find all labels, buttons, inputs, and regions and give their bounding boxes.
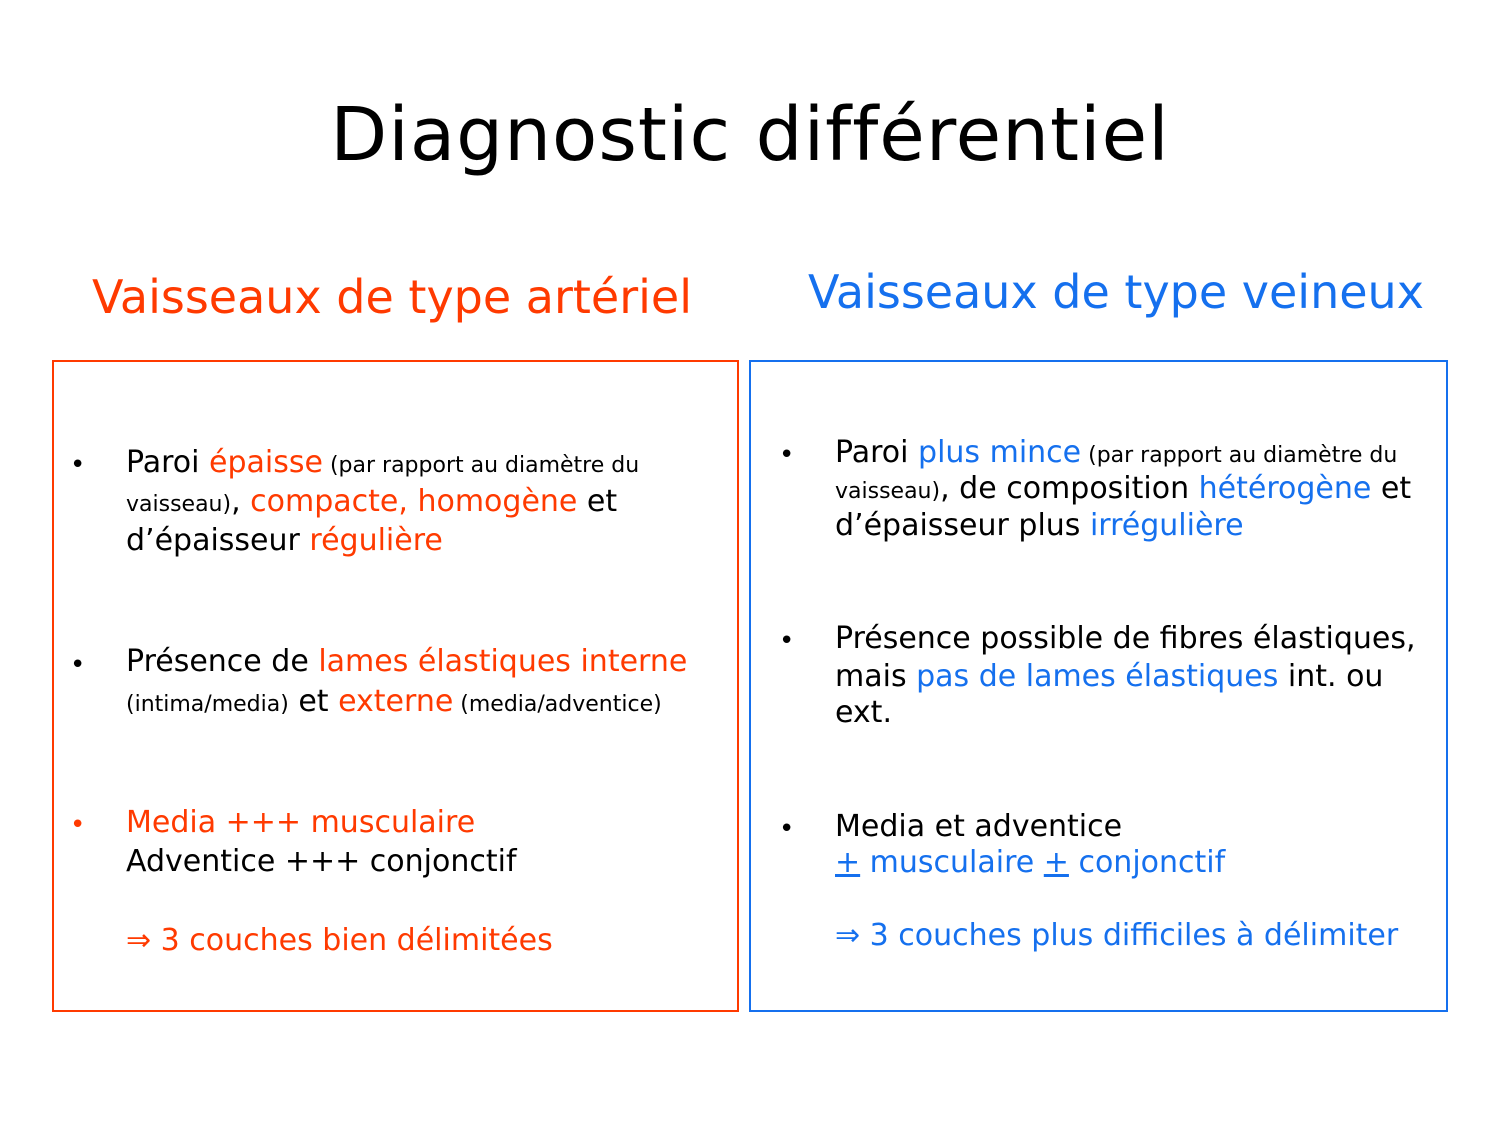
bullet: • xyxy=(70,650,86,680)
arterial-box xyxy=(52,360,739,1012)
venous-item-1-line-1: Paroi plus mince (par rapport au diamètre du xyxy=(835,435,1398,470)
arterial-item-3-line-1: Media +++ musculaire xyxy=(126,805,476,840)
arterial-item-1-line-3: d’épaisseur régulière xyxy=(126,523,443,558)
venous-heading: Vaisseaux de type veineux xyxy=(808,265,1424,319)
bullet: • xyxy=(70,810,86,840)
venous-item-2-line-2: mais pas de lames élastiques int. ou xyxy=(835,659,1384,694)
venous-box xyxy=(749,360,1448,1012)
venous-item-3-line-2: + musculaire + conjonctif xyxy=(835,845,1226,880)
arterial-heading: Vaisseaux de type artériel xyxy=(92,270,692,324)
arterial-item-1-line-1: Paroi épaisse (par rapport au diamètre du xyxy=(126,445,640,480)
arterial-item-2-line-2: (intima/media) et externe (media/adventice) xyxy=(126,684,662,719)
arterial-item-3-line-2: Adventice +++ conjonctif xyxy=(126,844,517,879)
venous-item-3-line-1: Media et adventice xyxy=(835,809,1123,844)
slide-title: Diagnostic différentiel xyxy=(330,92,1170,178)
bullet: • xyxy=(779,440,795,470)
venous-item-1-line-2: vaisseau), de composition hétérogène et xyxy=(835,471,1412,506)
venous-conclusion: ⇒ 3 couches plus difficiles à délimiter xyxy=(835,918,1399,953)
arterial-conclusion: ⇒ 3 couches bien délimitées xyxy=(126,923,553,958)
venous-item-2-line-1: Présence possible de fibres élastiques, xyxy=(835,621,1416,656)
arterial-item-1-line-2: vaisseau), compacte, homogène et xyxy=(126,484,618,519)
plus-minus-sign: + xyxy=(835,845,861,880)
venous-item-2-line-3: ext. xyxy=(835,695,892,730)
plus-minus-sign: + xyxy=(1043,845,1069,880)
venous-item-1-line-3: d’épaisseur plus irrégulière xyxy=(835,508,1244,543)
bullet: • xyxy=(779,814,795,844)
bullet: • xyxy=(779,626,795,656)
bullet: • xyxy=(70,450,86,480)
arterial-item-2-line-1: Présence de lames élastiques interne xyxy=(126,644,688,679)
